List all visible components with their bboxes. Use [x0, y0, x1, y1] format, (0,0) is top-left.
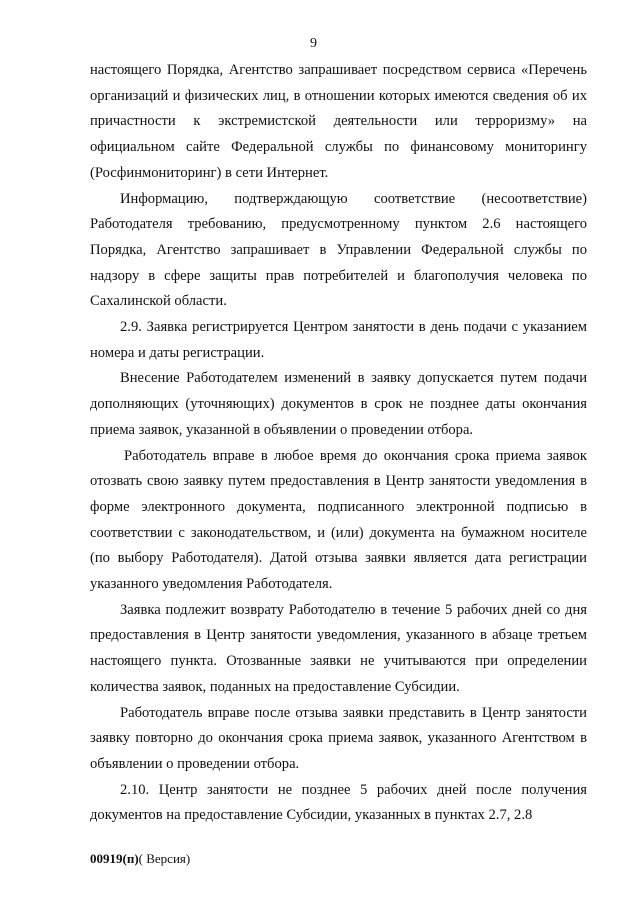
paragraph-information-request: Информацию, подтверждающую соответствие (несоответствие) Работодателя требованию, предусмотренному пунктом 2.6 настоящего Порядка, Агентство запрашивает в Управлении Федеральной службы по надзору в сфере защиты прав потребителей и благополучия человека по Сахалинской области. — [90, 190, 587, 310]
paragraph-2-10: 2.10. Центр занятости не позднее 5 рабочих дней после получения документов на предоставление Субсидии, указанных в пунктах 2.7, 2.8 — [90, 781, 587, 824]
paragraph-continuation: настоящего Порядка, Агентство запрашивает посредством сервиса «Перечень организаций и физических лиц, в отношении которых имеются сведения об их причастности к экстремистской деятельности или терроризму» на официальном сайте Федеральной службы по финансовому мониторингу (Росфинмониторинг) в сети Интернет. — [90, 62, 587, 181]
document-code: 00919(п) — [90, 851, 139, 866]
paragraph-withdrawal: Работодатель вправе в любое время до окончания срока приема заявок отозвать свою заявку путем предоставления в Центр занятости уведомления в форме электронного документа, подписанного электронной подписью в соответствии с законодательством, и (или) документа на бумажном носителе (по выбору Работодателя). Датой отзыва заявки является дата регистрации указанного уведомления Работодателя. — [90, 447, 587, 593]
paragraph-2-9: 2.9. Заявка регистрируется Центром занятости в день подачи с указанием номера и даты регистрации. — [90, 319, 587, 361]
paragraph-resubmission: Работодатель вправе после отзыва заявки представить в Центр занятости заявку повторно до окончания срока приема заявок, указанного Агентством в объявлении о проведении отбора. — [90, 704, 587, 772]
document-version: ( Версия) — [138, 851, 191, 866]
paragraph-amendments: Внесение Работодателем изменений в заявку допускается путем подачи дополняющих (уточняющих) документов в срок не позднее даты окончания приема заявок, указанной в объявлении о проведении отбора. — [90, 370, 587, 438]
page-number: 9 — [310, 36, 317, 51]
document-body — [90, 58, 587, 829]
paragraph-return: Заявка подлежит возврату Работодателю в течение 5 рабочих дней со дня предоставления в Центр занятости уведомления, указанного в абзаце третьем настоящего пункта. Отозванные заявки не учитываются при определении количества заявок, поданных на предоставление Субсидии. — [90, 601, 587, 695]
document-footer — [90, 851, 190, 867]
